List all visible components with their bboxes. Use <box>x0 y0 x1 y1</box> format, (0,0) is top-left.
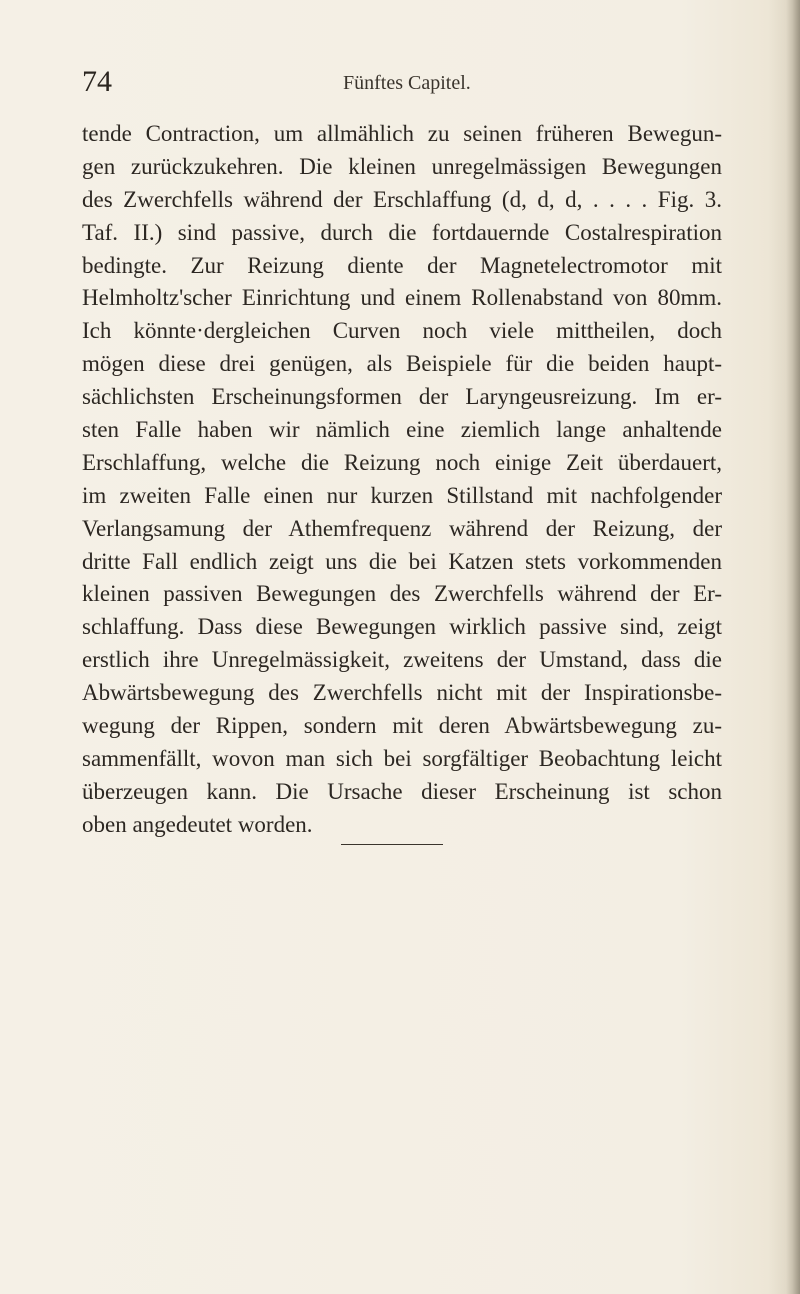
text-line: kleinen passiven Bewegungen des Zwerchfells während der Er- <box>82 581 722 607</box>
text-line: Verlangsamung der Athemfrequenz während der Reizung, der <box>82 515 722 541</box>
page-edge-shadow <box>786 0 800 1294</box>
text-line: erstlich ihre Unregelmässigkeit, zweitens der Umstand, dass die <box>82 647 722 673</box>
text-line: Abwärtsbewegung des Zwerchfells nicht mit der Inspirationsbe- <box>82 680 722 706</box>
text-line: sammenfällt, wovon man sich bei sorgfältiger Beobachtung leicht <box>82 745 722 771</box>
section-divider <box>341 844 443 845</box>
text-line: Helmholtz'scher Einrichtung und einem Rollenabstand von 80mm. <box>82 285 722 311</box>
text-line: Ich könnte·dergleichen Curven noch viele mittheilen, doch <box>82 318 722 344</box>
body-text <box>82 118 722 842</box>
text-line: gen zurückzukehren. Die kleinen unregelmässigen Bewegungen <box>82 153 722 179</box>
text-line: dritte Fall endlich zeigt uns die bei Katzen stets vorkommenden <box>82 548 722 574</box>
text-line: Taf. II.) sind passive, durch die fortdauernde Costalrespiration <box>82 219 722 245</box>
text-line: überzeugen kann. Die Ursache dieser Erscheinung ist schon <box>82 778 722 804</box>
text-line: mögen diese drei genügen, als Beispiele für die beiden haupt- <box>82 351 722 377</box>
text-line: oben angedeutet worden. <box>82 811 313 837</box>
text-line: im zweiten Falle einen nur kurzen Stillstand mit nachfolgender <box>82 482 722 508</box>
page-header <box>82 62 722 102</box>
text-line: sten Falle haben wir nämlich eine ziemlich lange anhaltende <box>82 417 722 443</box>
text-line: Erschlaffung, welche die Reizung noch einige Zeit überdauert, <box>82 449 722 475</box>
text-line: des Zwerchfells während der Erschlaffung (d, d, d, . . . . Fig. 3. <box>82 186 722 212</box>
text-line: bedingte. Zur Reizung diente der Magnetelectromotor mit <box>82 252 722 278</box>
page-number: 74 <box>82 65 112 98</box>
text-line: sächlichsten Erscheinungsformen der Laryngeusreizung. Im er- <box>82 384 722 410</box>
text-line: tende Contraction, um allmählich zu seinen früheren Bewegun- <box>82 121 722 146</box>
text-line: schlaffung. Dass diese Bewegungen wirklich passive sind, zeigt <box>82 614 722 640</box>
running-head: Fünftes Capitel. <box>343 72 471 94</box>
text-line: wegung der Rippen, sondern mit deren Abwärtsbewegung zu- <box>82 713 722 739</box>
